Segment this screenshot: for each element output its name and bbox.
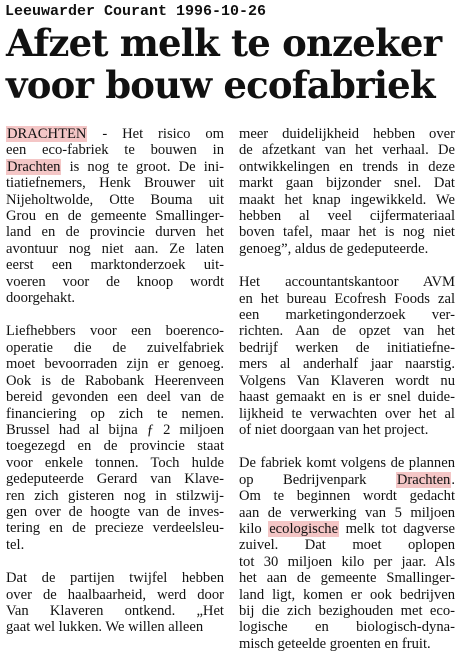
text-line [6, 340, 224, 356]
text-line [239, 505, 455, 521]
text-segment: de afzetkant van het verhaal. De [239, 142, 455, 159]
text-segment: gedeputeerde Gerard van Klave- [6, 471, 224, 488]
text-line [6, 406, 224, 422]
text-segment: een marketingonderzoek ver- [239, 307, 455, 324]
text-segment: hebben al veel cijfermateriaal [239, 208, 455, 225]
article-paragraph [239, 455, 455, 652]
text-segment: Volgens Van Klaveren wordt nu [239, 372, 455, 389]
text-segment: markt gaan bijzonder snel. Dat [239, 175, 455, 192]
text-line [239, 373, 455, 389]
text-segment: toegezegd en de provincie staat [6, 438, 224, 455]
text-line [239, 570, 455, 586]
article-paragraph [239, 126, 455, 257]
text-segment: Nijeholtwolde, Otte Bouma uit [6, 191, 224, 208]
text-line [239, 521, 455, 537]
text-line [6, 257, 224, 273]
text-segment: lijkheid te verwachten over het al [239, 405, 455, 422]
article-paragraph [6, 323, 224, 553]
text-segment: of niet doorgaan van het project. [239, 421, 429, 438]
text-segment: voeren voor de knoop wordt [6, 273, 224, 290]
text-segment: doorgehakt. [6, 290, 76, 307]
text-segment: ontwikkelingen en trends in deze [239, 158, 455, 175]
text-line [239, 455, 455, 471]
text-line [239, 142, 455, 158]
text-line [6, 224, 224, 240]
text-line [6, 241, 224, 257]
text-segment: tering en de precieze verdeelsleu- [6, 520, 224, 537]
text-line [6, 537, 224, 553]
text-segment: tiatiefnemers, Henk Brouwer uit [6, 175, 224, 192]
text-line [6, 208, 224, 224]
text-line [239, 224, 455, 240]
text-line [6, 373, 224, 389]
text-segment: Van Klaveren ontkend. „Het [6, 602, 224, 619]
text-segment: Brussel had al bijna ƒ 2 miljoen [6, 421, 224, 438]
text-segment: . [451, 471, 455, 488]
headline-line: voor bouw ecofabriek [6, 63, 435, 107]
highlighted-term: DRACHTEN [7, 126, 87, 142]
text-segment: De fabriek komt volgens de plannen [239, 455, 455, 472]
text-line [6, 570, 224, 586]
text-line [6, 438, 224, 454]
text-line [239, 241, 455, 257]
text-segment: een eco-fabriek te bouwen in [6, 142, 224, 159]
newspaper-source: Leeuwarder Courant 1996-10-26 [5, 3, 267, 20]
text-line [6, 455, 224, 471]
text-segment: financiering op zich te nemen. [6, 405, 224, 422]
text-segment: op Bedrijvenpark [239, 471, 396, 488]
text-line [239, 587, 455, 603]
article-column-left [6, 126, 224, 653]
text-segment: melk tot dagverse [339, 520, 455, 537]
article-column-right [239, 126, 455, 669]
text-segment: tot 30 miljoen kilo per jaar. Als [239, 553, 455, 570]
text-segment: Om te beginnen wordt gedacht [239, 488, 455, 505]
text-line [239, 192, 455, 208]
text-segment: boven tafel, maar het is nog niet [239, 224, 455, 241]
article-paragraph [6, 126, 224, 306]
text-segment: operatie die de zuivelfabriek [6, 339, 224, 356]
text-segment: Ook is de Rabobank Heerenveen [6, 372, 224, 389]
article-paragraph [239, 274, 455, 438]
text-segment: kilo [239, 520, 269, 537]
text-line [239, 406, 455, 422]
text-line [6, 356, 224, 372]
text-segment: bereid gevonden een deel van de [6, 389, 224, 406]
text-segment: is nog te groot. De ini- [61, 158, 224, 175]
text-segment: zuivel. Dat moet oplopen [239, 537, 455, 554]
text-segment: genoeg”, aldus de gedeputeerde. [239, 240, 429, 257]
text-line [239, 472, 455, 488]
text-line [6, 603, 224, 619]
text-segment: en het bureau Ecofresh Foods zal [239, 290, 455, 307]
highlighted-term: Drachten [7, 158, 61, 175]
text-line [6, 471, 224, 487]
text-line [6, 274, 224, 290]
text-line [6, 159, 224, 175]
text-segment: eerst een marktonderzoek uit- [6, 257, 224, 274]
text-segment: avontuur nog niet aan. Ze laten [6, 240, 224, 257]
text-line [239, 159, 455, 175]
text-line [239, 291, 455, 307]
text-line [239, 208, 455, 224]
text-line [239, 619, 455, 635]
text-line [239, 126, 455, 142]
text-line [6, 422, 224, 438]
text-segment: maakt het knap ingewikkeld. We [239, 191, 455, 208]
text-line [239, 307, 455, 323]
text-segment: voor enkele tonnen. Toch hulde [6, 454, 224, 471]
text-line [6, 520, 224, 536]
text-segment: - Het risico om [87, 126, 224, 142]
text-line [239, 323, 455, 339]
text-line [6, 175, 224, 191]
text-segment: meer duidelijkheid hebben over [239, 126, 455, 142]
text-segment: Het accountantskantoor AVM [239, 274, 455, 291]
text-segment: richten. Aan de opzet van het [239, 323, 455, 340]
text-line [239, 554, 455, 570]
text-line [6, 619, 224, 635]
text-line [6, 126, 224, 142]
text-segment: bedrijf werken de initiatiefne- [239, 339, 455, 356]
text-line [6, 192, 224, 208]
text-line [6, 504, 224, 520]
text-segment: Grou en de gemeente Smallinger- [6, 208, 224, 225]
text-segment: gen over de hoogte van de inves- [6, 503, 224, 520]
text-segment: mers al anderhalf jaar naarstig. [239, 356, 455, 373]
text-line [239, 274, 455, 290]
text-line [239, 488, 455, 504]
text-segment: haast gemaakt en is er snel duide- [239, 389, 455, 406]
text-segment: misch geteelde groenten en fruit. [239, 635, 431, 652]
text-segment: ren zich gisteren nog in stilzwij- [6, 487, 224, 504]
text-line [239, 603, 455, 619]
text-segment: bij die zich bezighouden met eco- [239, 602, 455, 619]
text-line [6, 290, 224, 306]
text-segment: aan de verwerking van 5 miljoen [239, 504, 455, 521]
text-line [239, 175, 455, 191]
text-line [239, 636, 455, 652]
highlighted-term: ecologische [269, 520, 339, 537]
text-line [6, 323, 224, 339]
text-line [6, 389, 224, 405]
text-segment: tel. [6, 536, 25, 553]
text-segment: over de haalbaarheid, werd door [6, 586, 224, 603]
text-segment: logische en biologisch-dyna- [239, 619, 455, 636]
text-line [239, 422, 455, 438]
text-line [239, 340, 455, 356]
text-segment: land ligt, komen er ook bedrijven [239, 586, 455, 603]
text-line [6, 488, 224, 504]
text-segment: gaat wel lukken. We willen alleen [6, 619, 204, 636]
highlighted-term: Drachten [396, 471, 451, 488]
text-segment: Liefhebbers voor een boerenco- [6, 323, 224, 340]
text-line [239, 356, 455, 372]
text-segment: moet bevoorraden zijn er genoeg. [6, 356, 224, 373]
text-segment: land en de provincie durven het [6, 224, 224, 241]
article-paragraph [6, 570, 224, 636]
text-segment: Dat de partijen twijfel hebben [6, 570, 224, 587]
text-segment: het aan de gemeente Smallinger- [239, 570, 455, 587]
text-line [239, 537, 455, 553]
article-headline [6, 22, 458, 106]
text-line [6, 587, 224, 603]
headline-line: Afzet melk te onzeker [6, 21, 442, 65]
text-line [6, 142, 224, 158]
text-line [239, 389, 455, 405]
